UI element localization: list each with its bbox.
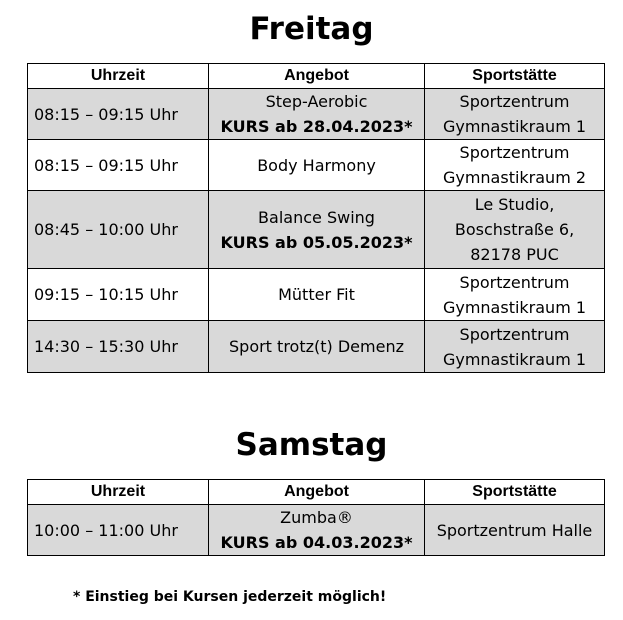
table-header-row [28, 64, 605, 89]
venue-line: Boschstraße 6, [454, 220, 575, 239]
offer-cell [209, 321, 425, 373]
venue-cell [425, 89, 605, 140]
course-note: KURS ab 04.03.2023* [220, 533, 413, 552]
time-cell: 08:15 – 09:15 Uhr [28, 140, 209, 191]
time-cell: 08:15 – 09:15 Uhr [28, 89, 209, 140]
time-cell: 10:00 – 11:00 Uhr [28, 505, 209, 556]
course-note: KURS ab 05.05.2023* [220, 232, 413, 252]
offer-cell [209, 269, 425, 321]
venue-cell [425, 140, 605, 191]
venue-line: Gymnastikraum 2 [442, 168, 587, 187]
friday-schedule-table [27, 63, 605, 373]
venue-line: Sportzentrum [459, 272, 570, 292]
venue-line: Sportzentrum [459, 143, 570, 162]
table-row [28, 269, 605, 321]
offer-cell [209, 140, 425, 191]
header-time: Uhrzeit [28, 64, 209, 89]
header-offer: Angebot [209, 480, 425, 505]
venue-line: Le Studio, [474, 195, 555, 214]
offer-cell [209, 191, 425, 269]
time-cell: 08:45 – 10:00 Uhr [28, 191, 209, 269]
header-time: Uhrzeit [28, 480, 209, 505]
table-row [28, 140, 605, 191]
venue-cell [425, 191, 605, 269]
venue-cell [425, 505, 605, 556]
venue-line: Sportzentrum Halle [436, 520, 593, 540]
header-venue: Sportstätte [425, 480, 605, 505]
venue-line: Sportzentrum [459, 92, 570, 111]
header-venue: Sportstätte [425, 64, 605, 89]
offer-name: Sport trotz(t) Demenz [229, 337, 404, 356]
saturday-title: Samstag [235, 427, 388, 463]
table-row [28, 191, 605, 269]
venue-cell [425, 321, 605, 373]
table-header-row [28, 480, 605, 505]
time-cell: 14:30 – 15:30 Uhr [28, 321, 209, 373]
offer-cell [209, 89, 425, 140]
course-note: KURS ab 28.04.2023* [220, 117, 413, 136]
time-cell: 09:15 – 10:15 Uhr [28, 269, 209, 321]
table-row [28, 505, 605, 556]
offer-name: Zumba® [280, 508, 353, 527]
table-row [28, 89, 605, 140]
saturday-schedule-table [27, 479, 605, 556]
venue-line: Gymnastikraum 1 [442, 349, 587, 369]
header-offer: Angebot [209, 64, 425, 89]
friday-title: Freitag [249, 11, 374, 47]
offer-name: Mütter Fit [278, 285, 355, 304]
venue-line: Sportzentrum [459, 324, 570, 344]
venue-line: 82178 PUC [470, 245, 559, 264]
offer-cell [209, 505, 425, 556]
offer-name: Step-Aerobic [265, 92, 368, 111]
venue-line: Gymnastikraum 1 [442, 297, 587, 317]
table-row [28, 321, 605, 373]
footnote: * Einstieg bei Kursen jederzeit möglich! [73, 589, 387, 605]
offer-name: Balance Swing [258, 207, 375, 227]
offer-name: Body Harmony [257, 155, 376, 175]
venue-line: Gymnastikraum 1 [442, 117, 587, 136]
venue-cell [425, 269, 605, 321]
